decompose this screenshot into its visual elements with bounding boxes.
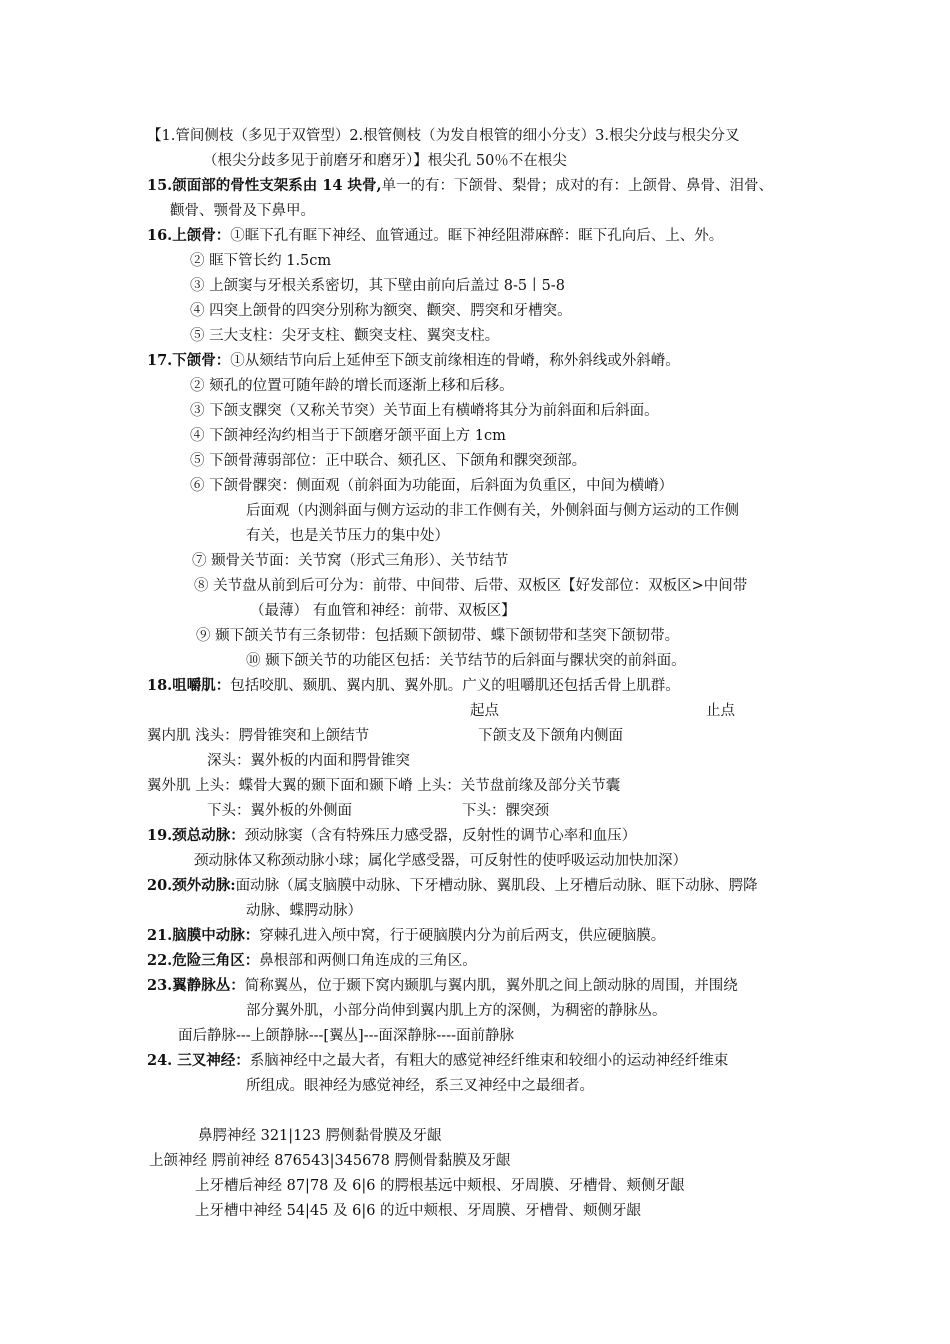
line-text: 【1.管间侧枝（多见于双管型）2.根管侧枝（为发自根管的细小分支）3.根尖分歧与根尖分叉: [147, 128, 740, 144]
text-line: [246, 1076, 594, 1096]
line-text: ④ 下颌神经沟约相当于下颌磨牙颌平面上方 1cm: [190, 428, 506, 444]
line-text: 系脑神经中之最大者，有粗大的感觉神经纤维束和较细小的运动神经纤维束: [249, 1053, 729, 1069]
text-line: [470, 701, 499, 721]
line-text: 下头：翼外板的外侧面: [207, 803, 352, 819]
text-line: [462, 801, 549, 821]
line-text: ⑧ 关节盘从前到后可分为：前带、中间带、后带、双板区【好发部位：双板区>中间带: [194, 578, 748, 594]
text-line: [207, 751, 410, 771]
section-heading: 22.危险三角区：: [147, 952, 260, 969]
text-line: [250, 601, 516, 621]
text-line: [147, 176, 773, 196]
text-line: [198, 1126, 441, 1146]
text-line: [149, 1151, 510, 1171]
section-heading: 23.翼静脉丛：: [147, 977, 245, 994]
line-text: 有关，也是关节压力的集中处）: [246, 528, 449, 544]
line-text: ①眶下孔有眶下神经、血管通过。眶下神经阻滞麻醉：眶下孔向后、上、外。: [230, 228, 724, 244]
line-text: ③ 上颌窦与牙根关系密切，其下壁由前向后盖过 8-5丨5-8: [190, 278, 565, 294]
text-line: [147, 951, 477, 971]
text-line: [147, 676, 680, 696]
line-text: 单一的有：下颌骨、梨骨；成对的有：上颌骨、鼻骨、泪骨、: [381, 178, 774, 194]
text-line: [190, 401, 659, 421]
text-line: [203, 151, 567, 171]
line-text: 部分翼外肌，小部分尚伸到翼内肌上方的深侧，为稠密的静脉丛。: [246, 1003, 667, 1019]
line-text: 起点: [470, 703, 499, 719]
line-text: ①从颏结节向后上延伸至下颌支前缘相连的骨嵴，称外斜线或外斜嵴。: [230, 353, 680, 369]
line-text: （最薄） 有血管和神经：前带、双板区】: [250, 603, 516, 619]
text-line: [147, 876, 758, 896]
section-heading: 20.颈外动脉:: [147, 877, 236, 894]
text-line: [147, 976, 738, 996]
text-line: [192, 551, 508, 571]
line-text: 深头：翼外板的内面和腭骨锥突: [207, 753, 410, 769]
text-line: [194, 851, 687, 871]
text-line: [194, 576, 747, 596]
text-line: [246, 501, 739, 521]
line-text: 动脉、蝶腭动脉）: [246, 903, 362, 919]
text-line: [195, 1176, 685, 1196]
line-text: 鼻腭神经 321|123 腭侧黏骨膜及牙龈: [198, 1128, 442, 1144]
line-text: 鼻根部和两侧口角连成的三角区。: [259, 953, 477, 969]
text-line: [147, 826, 636, 846]
text-line: [190, 426, 506, 446]
line-text: 止点: [706, 703, 735, 719]
line-text: 下颌支及下颌角内侧面: [478, 728, 623, 744]
line-text: 翼外肌 上头：蝶骨大翼的颞下面和颞下嵴 上头：关节盘前缘及部分关节囊: [147, 778, 621, 794]
section-heading: 24. 三叉神经：: [147, 1052, 250, 1069]
text-line: [190, 451, 586, 471]
text-line: [196, 626, 679, 646]
line-text: 颧骨、颚骨及下鼻甲。: [170, 203, 315, 219]
text-line: [178, 1026, 514, 1046]
line-text: 上牙槽后神经 87|78 及 6|6 的腭根基远中颊根、牙周膜、牙槽骨、颊侧牙龈: [195, 1178, 685, 1194]
section-heading: 17.下颌骨：: [147, 352, 231, 369]
text-line: [190, 376, 514, 396]
line-text: ⑥ 下颌骨髁突：侧面观（前斜面为功能面，后斜面为负重区，中间为横嵴）: [190, 478, 674, 494]
line-text: ⑤ 三大支柱：尖牙支柱、颧突支柱、翼突支柱。: [190, 328, 500, 344]
line-text: 所组成。眼神经为感觉神经，系三叉神经中之最细者。: [246, 1078, 594, 1094]
section-heading: 21.脑膜中动脉：: [147, 927, 260, 944]
line-text: ⑦ 颞骨关节面：关节窝（形式三角形）、关节结节: [192, 553, 509, 569]
text-line: [190, 276, 565, 296]
text-line: [246, 651, 686, 671]
line-text: 穿棘孔进入颅中窝，行于硬脑膜内分为前后两支，供应硬脑膜。: [259, 928, 666, 944]
line-text: 面后静脉---上颌静脉---[翼丛]---面深静脉----面前静脉: [178, 1028, 515, 1044]
line-text: ⑨ 颞下颌关节有三条韧带：包括颞下颌韧带、蝶下颌韧带和茎突下颌韧带。: [196, 628, 680, 644]
text-line: [706, 701, 735, 721]
text-line: [190, 301, 572, 321]
line-text: 颈动脉体又称颈动脉小球；属化学感受器，可反射性的使呼吸运动加快加深）: [194, 853, 687, 869]
line-text: 简称翼丛，位于颞下窝内颞肌与翼内肌，翼外肌之间上颌动脉的周围，并围绕: [244, 978, 738, 994]
line-text: ② 眶下管长约 1.5cm: [190, 253, 332, 269]
line-text: 下头：髁突颈: [462, 803, 549, 819]
text-line: [246, 901, 362, 921]
line-text: 翼内肌 浅头：腭骨锥突和上颌结节: [147, 728, 370, 744]
text-line: [147, 926, 665, 946]
line-text: ② 颏孔的位置可随年龄的增长而逐渐上移和后移。: [190, 378, 514, 394]
line-text: ⑤ 下颌骨薄弱部位：正中联合、颏孔区、下颌角和髁突颈部。: [190, 453, 587, 469]
line-text: ④ 四突上颌骨的四突分别称为额突、颧突、腭突和牙槽突。: [190, 303, 572, 319]
line-text: 面动脉（属支脑膜中动脉、下牙槽动脉、翼肌段、上牙槽后动脉、眶下动脉、腭降: [235, 878, 758, 894]
line-text: 上牙槽中神经 54|45 及 6|6 的近中颊根、牙周膜、牙槽骨、颊侧牙龈: [195, 1203, 642, 1219]
text-line: [190, 476, 673, 496]
text-line: [147, 351, 680, 371]
text-line: [246, 526, 449, 546]
text-line: [147, 776, 620, 796]
text-line: [147, 1051, 728, 1071]
text-line: [147, 726, 369, 746]
line-text: ③ 下颌支髁突（又称关节突）关节面上有横嵴将其分为前斜面和后斜面。: [190, 403, 659, 419]
line-text: 颈动脉窦（含有特殊压力感受器，反射性的调节心率和血压）: [244, 828, 637, 844]
text-line: [207, 801, 352, 821]
text-line: [478, 726, 623, 746]
line-text: 后面观（内测斜面与侧方运动的非工作侧有关，外侧斜面与侧方运动的工作侧: [246, 503, 739, 519]
line-text: 包括咬肌、颞肌、翼内肌、翼外肌。广义的咀嚼肌还包括舌骨上肌群。: [230, 678, 680, 694]
text-line: [190, 326, 499, 346]
section-heading: 19.颈总动脉：: [147, 827, 245, 844]
line-text: （根尖分歧多见于前磨牙和磨牙）】根尖孔 50％不在根尖: [203, 153, 567, 169]
text-line: [147, 126, 740, 146]
line-text: ⑩ 颞下颌关节的功能区包括：关节结节的后斜面与髁状突的前斜面。: [246, 653, 686, 669]
text-line: [195, 1201, 641, 1221]
section-heading: 16.上颌骨：: [147, 227, 231, 244]
line-text: 上颌神经 腭前神经 876543|345678 腭侧骨黏膜及牙龈: [149, 1153, 511, 1169]
text-line: [147, 226, 723, 246]
text-line: [190, 251, 331, 271]
section-heading: 18.咀嚼肌：: [147, 677, 231, 694]
text-line: [246, 1001, 667, 1021]
text-line: [170, 201, 315, 221]
section-heading: 15.颌面部的骨性支架系由 14 块骨,: [147, 177, 382, 194]
